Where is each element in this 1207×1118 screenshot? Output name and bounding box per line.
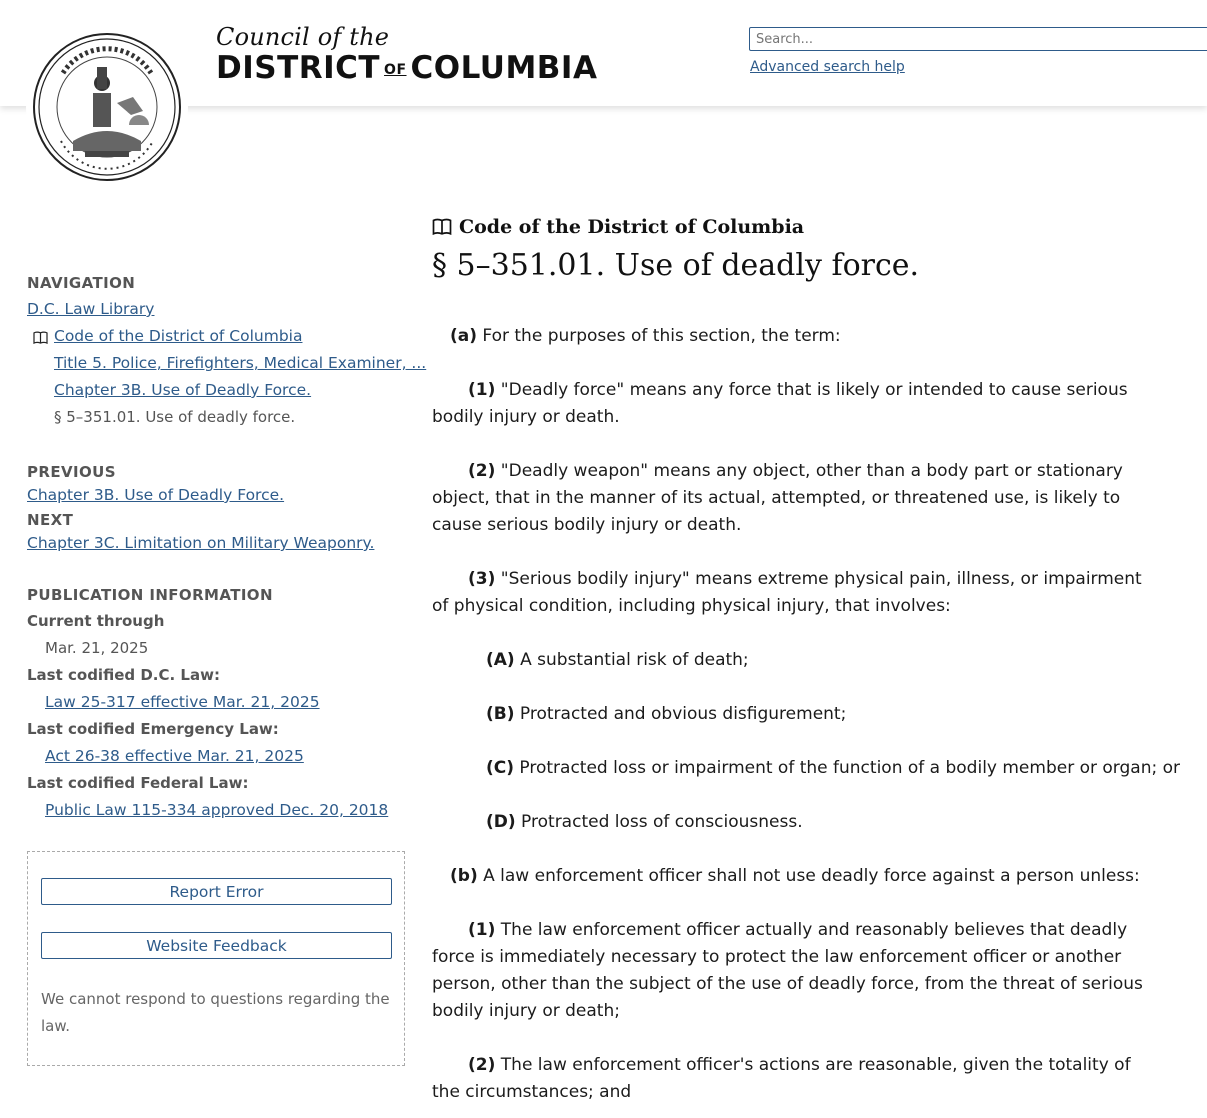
brand-title-left: DISTRICT	[216, 50, 381, 86]
para-number: (C)	[486, 758, 515, 778]
paragraph-a1	[432, 377, 1152, 431]
navigation-heading: NAVIGATION	[27, 274, 136, 292]
para-number: (B)	[486, 704, 515, 724]
para-number: (D)	[486, 812, 516, 832]
paragraph-a3C	[432, 755, 1180, 782]
current-through-label: Current through	[27, 612, 165, 630]
next-heading: NEXT	[27, 511, 74, 529]
para-text: The law enforcement officer actually and reasonably believes that deadly force is immediately necessary to protect the law enforcement officer or another person, other than the subject of the use of deadly force, from the threat of serious bodily injury or death;	[432, 920, 1143, 1021]
para-number: (A)	[486, 650, 515, 670]
paragraph-b1	[432, 917, 1152, 1025]
para-number: (2)	[468, 1055, 496, 1075]
para-text: "Deadly force" means any force that is likely or intended to cause serious bodily injury or death.	[432, 380, 1128, 427]
nav-library-link[interactable]: D.C. Law Library	[27, 300, 155, 318]
next-link[interactable]: Chapter 3C. Limitation on Military Weaponry.	[27, 534, 375, 552]
paragraph-a3B	[432, 701, 1152, 728]
para-text: "Deadly weapon" means any object, other than a body part or stationary object, that in the manner of its actual, attempted, or threatened use, is likely to cause serious bodily injury or death.	[432, 461, 1123, 535]
para-text: A substantial risk of death;	[514, 650, 749, 670]
paragraph-b	[432, 863, 1152, 890]
last-emergency-link[interactable]: Act 26-38 effective Mar. 21, 2025	[45, 747, 304, 765]
para-number: (1)	[468, 380, 496, 400]
para-text: The law enforcement officer's actions are reasonable, given the totality of the circumstances; and	[432, 1055, 1131, 1102]
feedback-box	[27, 851, 405, 1066]
book-icon	[33, 329, 48, 348]
last-federal-label: Last codified Federal Law:	[27, 774, 249, 792]
code-title: Code of the District of Columbia	[459, 216, 805, 238]
last-law-link[interactable]: Law 25-317 effective Mar. 21, 2025	[45, 693, 320, 711]
paragraph-b2	[432, 1052, 1152, 1106]
last-law-label: Last codified D.C. Law:	[27, 666, 220, 684]
brand-title-right: COLUMBIA	[410, 50, 598, 86]
feedback-note: We cannot respond to questions regarding the law.	[41, 990, 390, 1035]
website-feedback-button[interactable]: Website Feedback	[41, 932, 392, 959]
para-text: "Serious bodily injury" means extreme physical pain, illness, or impairment of physical condition, including physical injury, that involves:	[432, 569, 1142, 616]
previous-heading: PREVIOUS	[27, 463, 116, 481]
para-text: Protracted and obvious disfigurement;	[514, 704, 847, 724]
para-number: (b)	[450, 866, 478, 886]
search-input[interactable]	[749, 27, 1207, 51]
para-text: For the purposes of this section, the term:	[477, 326, 841, 346]
paragraph-a2	[432, 458, 1152, 539]
brand-title[interactable]	[216, 50, 597, 86]
nav-current-section: § 5–351.01. Use of deadly force.	[54, 408, 296, 426]
para-number: (1)	[468, 920, 496, 940]
para-text: A law enforcement officer shall not use deadly force against a person unless:	[477, 866, 1140, 886]
current-through-value: Mar. 21, 2025	[45, 639, 149, 657]
para-text: Protracted loss of consciousness.	[515, 812, 803, 832]
publication-heading: PUBLICATION INFORMATION	[27, 586, 273, 604]
para-number: (2)	[468, 461, 496, 481]
book-icon	[432, 218, 452, 239]
paragraph-a3	[432, 566, 1152, 620]
paragraph-a3D	[432, 809, 1152, 836]
seal-logo[interactable]	[26, 26, 188, 188]
brand-title-of: OF	[384, 62, 407, 78]
nav-title-link[interactable]: Title 5. Police, Firefighters, Medical Examiner, ...	[54, 354, 427, 372]
previous-link[interactable]: Chapter 3B. Use of Deadly Force.	[27, 486, 285, 504]
seal-icon	[33, 33, 181, 181]
last-federal-link[interactable]: Public Law 115-334 approved Dec. 20, 2018	[45, 801, 389, 819]
brand-subtitle: Council of the	[216, 23, 390, 51]
nav-code-link[interactable]: Code of the District of Columbia	[54, 327, 303, 345]
advanced-search-link[interactable]: Advanced search help	[750, 59, 905, 75]
last-emergency-label: Last codified Emergency Law:	[27, 720, 279, 738]
para-text: Protracted loss or impairment of the function of a bodily member or organ; or	[514, 758, 1180, 778]
section-title: § 5–351.01. Use of deadly force.	[432, 248, 920, 283]
para-number: (a)	[450, 326, 478, 346]
nav-chapter-link[interactable]: Chapter 3B. Use of Deadly Force.	[54, 381, 312, 399]
paragraph-a	[432, 323, 1152, 350]
report-error-button[interactable]: Report Error	[41, 878, 392, 905]
para-number: (3)	[468, 569, 496, 589]
paragraph-a3A	[432, 647, 1152, 674]
